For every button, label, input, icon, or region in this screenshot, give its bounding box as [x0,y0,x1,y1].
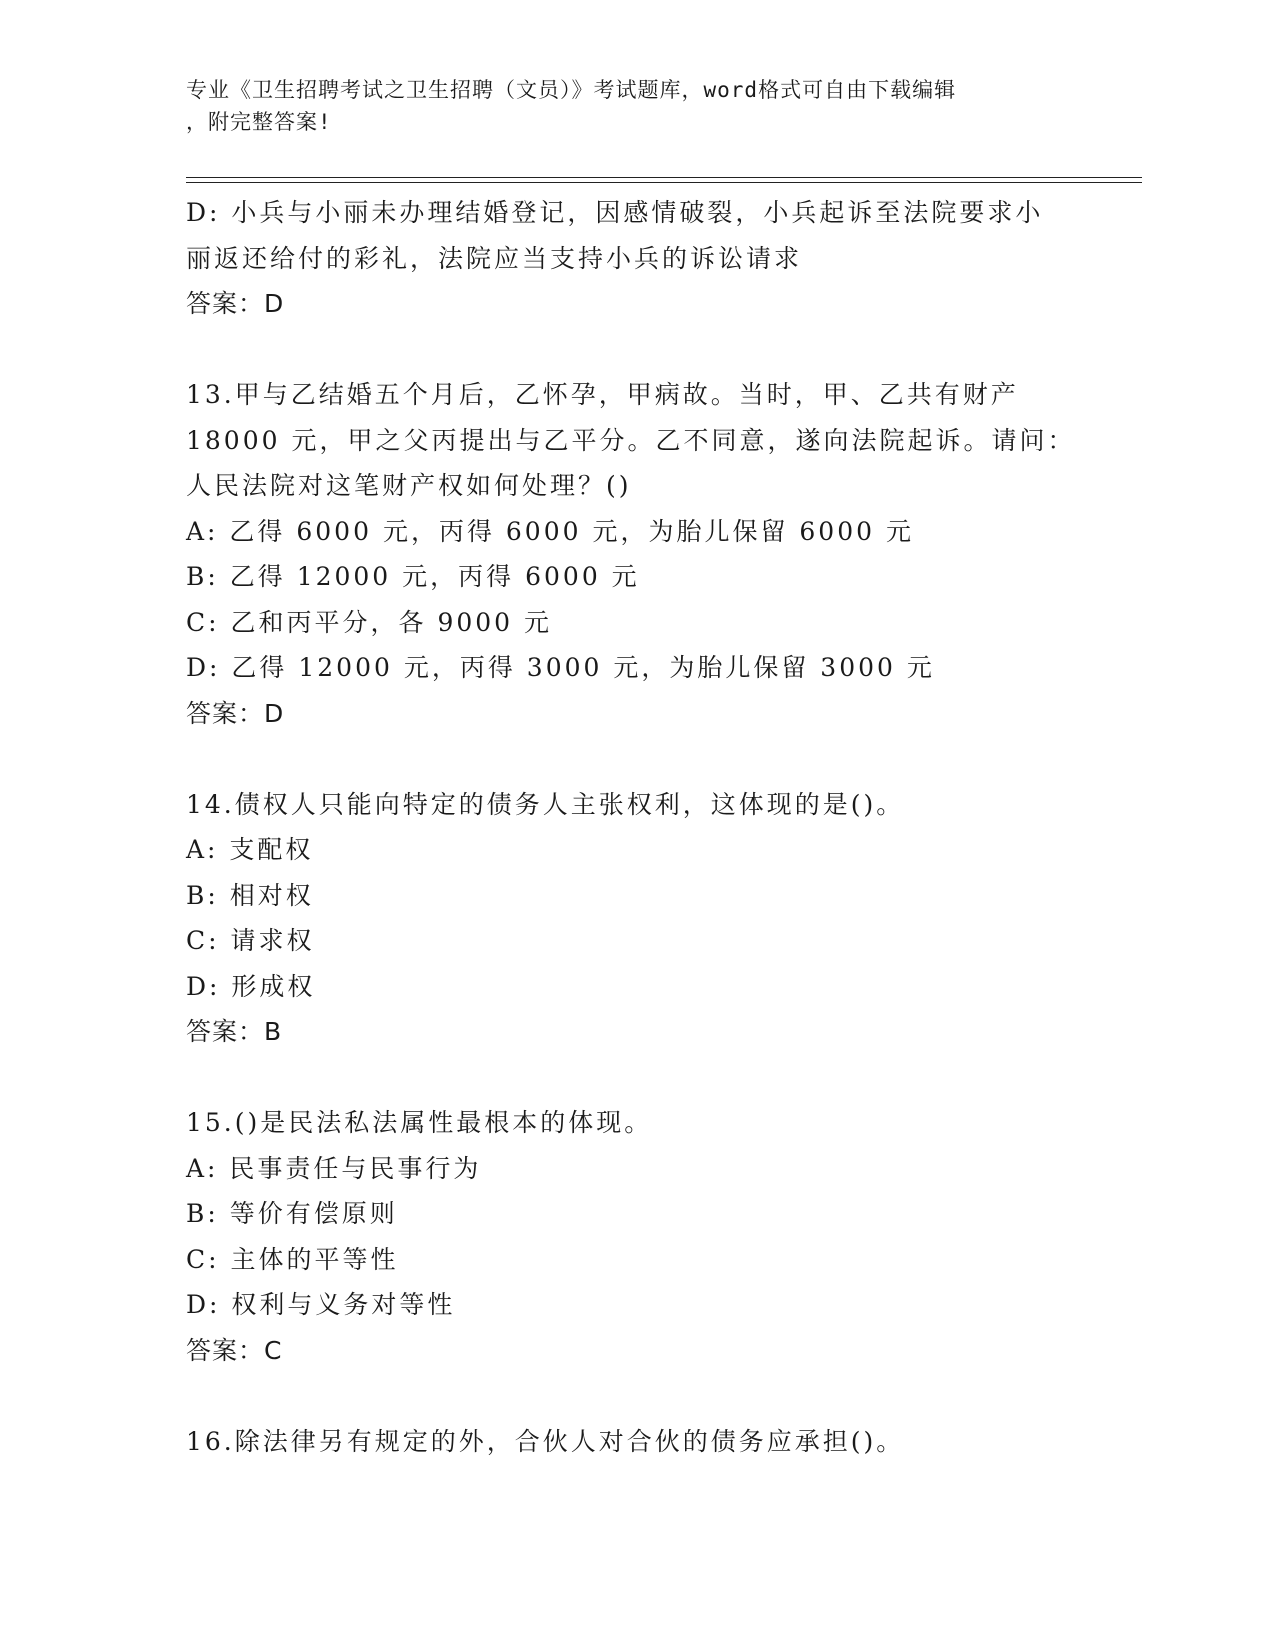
question-stem: 13.甲与乙结婚五个月后，乙怀孕，甲病故。当时，甲、乙共有财产 [186,380,1019,409]
spacer [186,327,1086,373]
spacer [186,1373,1086,1419]
option-d: D: 形成权 [186,971,316,1001]
answer: 答案：C [186,1335,283,1365]
question-14 [186,782,1086,1055]
answer: 答案：D [186,698,285,728]
option-b: B: 等价有偿原则 [186,1199,398,1228]
document-header [186,74,1066,138]
option-c: C: 请求权 [186,926,315,955]
option-b: B: 相对权 [186,880,314,910]
option-d: D: 小兵与小丽未办理结婚登记，因感情破裂，小兵起诉至法院要求小 [186,198,1044,227]
option-a: A: 民事责任与民事行为 [186,1153,482,1183]
question-stem: 14.债权人只能向特定的债务人主张权利，这体现的是()。 [186,789,905,819]
option-d-continued: 丽返还给付的彩礼，法院应当支持小兵的诉讼请求 [186,243,803,273]
question-16 [186,1419,1086,1465]
option-a: A: 支配权 [186,835,314,864]
option-c: C: 乙和丙平分，各 9000 元 [186,607,553,637]
header-divider-bottom [186,182,1142,183]
option-d: D: 乙得 12000 元，丙得 3000 元，为胎儿保留 3000 元 [186,653,935,682]
answer: 答案：B [186,1017,283,1046]
option-a: A: 乙得 6000 元，丙得 6000 元，为胎儿保留 6000 元 [186,516,914,546]
header-line-2: ，附完整答案! [186,110,332,134]
header-divider-top [186,177,1142,178]
question-stem: 16.除法律另有规定的外，合伙人对合伙的债务应承担()。 [186,1426,905,1456]
answer: 答案：D [186,289,285,318]
question-stem-continued: 人民法院对这笔财产权如何处理？() [186,471,632,500]
option-d: D: 权利与义务对等性 [186,1290,456,1319]
question-list [186,190,1086,1464]
option-b: B: 乙得 12000 元，丙得 6000 元 [186,562,640,591]
question-12 [186,190,1086,327]
option-c: C: 主体的平等性 [186,1244,399,1274]
question-stem: 15.()是民法私法属性最根本的体现。 [186,1108,653,1137]
spacer [186,1055,1086,1101]
spacer [186,736,1086,782]
header-line-1: 专业《卫生招聘考试之卫生招聘（文员）》考试题库，word格式可自由下载编辑 [186,78,957,102]
question-13 [186,372,1086,736]
question-stem-continued: 18000 元，甲之父丙提出与乙平分。乙不同意，遂向法院起诉。请问： [186,425,1076,455]
question-15 [186,1100,1086,1373]
